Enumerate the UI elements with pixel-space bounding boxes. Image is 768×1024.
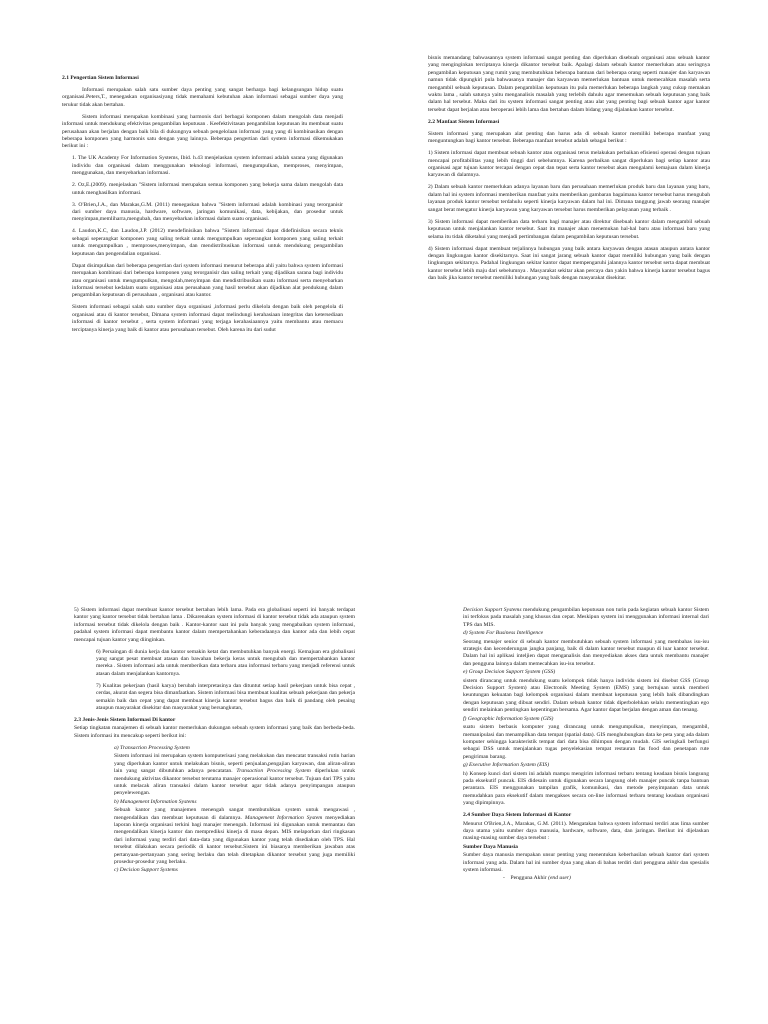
list-item: 3) Sistem informasi dapat memberikan data terbaru bagi manajer atau direktur disebuah kantor dalam mengambil sebuah keputusan untuk menjalankan kantor tersebut. Saat itu manajer akan menemukan hal-hal baru atau informasi baru yang selama itu tidak diketahui yang menjadi pertimbangan dalam pengambilan keputusan tersebut. (428, 218, 710, 240)
paragraph (463, 607, 709, 629)
paragraph-text: Sebuah kantor yang manajemen menengah sangat membutuhkan system untuk mengawasi , mengendalikan dan membuat keputusan di dalamnya. (114, 807, 355, 821)
bullet: - (503, 875, 505, 882)
list-item: 2) Dalam sebuah kantor memerlukan adanya layanan baru dan perusahaan memerlukan produk baru dan layanan yang baru, dalam hal ini system informasi memberikan manfaat yaitu memberikan gambaran bagaimana kantor tersebut harus mengubah layanan produk kantor tersebut terdahulu seperti kinerja karyawan dalam hal ini. Dimana tanggung jawab seorang manajer sangat berat mengatur kinerja karyawan yang karyawan tersebut harus memberikan pelayanan yang terbaik . (428, 184, 710, 213)
paragraph: sistem dirancang untuk mendukung suatu kelompok tidak hanya individu sistem ini disebut GSS (Group Decision Support System) atau Electronik Meeting System (EMS) yang bertujuan untuk memberi keuntungan kekuatan bagi kelompok organisasi dalam membuat keputusan yang lebih baik dibandingkan dengan keputusan yang dibuat sendiri. Dalam sebuah kantor tidak diperbolehkan selalu mementingkan ego sendiri melainkan pentingkan kepentingan bersama. Agar kantor dapat berjalan dengan aman dan tenang. (463, 677, 709, 714)
subheading-bi: d) System For Business Intelligence (463, 630, 544, 637)
term: Decision Support Systems (463, 607, 522, 613)
paragraph: Sistem informasi merupakan kombinasi yang harmonis dari berbagai komponen dalam mengolah data menjadi informasi untuk mendukung efektivitas pengambilan keputusan . Keefektivitasan pengambilan keputusan itu membuat suatu perusahaan akan berjalan dengan baik bila di dukungnya sebuah pengelolaan informasi yang yang di kombinasikan dengan beberapa komponen yang harmonis satu dengan yang lainnya. Beberapa pengertian dari system informasi dikemukakan berikut ini : (62, 113, 343, 150)
list-item: 2. Oz,E.(2009). menjelaskan "Sistem informasi merupakan semua komponen yang bekerja sama dalam mengolah data untuk menghasilkan informasi. (72, 182, 343, 196)
paragraph: Seorang menajer senior di sebuah kantor membutuhkan sebuah system informasi yang membahas isu-isu strategis dan kecenderungan jangka panjang, baik di dalam kantor tersebut maupun di luar kantor tersebut. Dalam hal ini aplikasi inteljien dapat menganalisis dan menyediakan akses data untuk membantu manajer dan pengguna lainnya dalam memecahkan isu-isu tersebut. (463, 638, 709, 667)
paragraph (74, 753, 355, 797)
section-heading-2-3: 2.3 Jenis-Jenis Sistem Informasi Di kantor (74, 717, 176, 724)
subheading-tps: a) Transaction Processing System (114, 744, 190, 751)
list-item: 7) Kualitas pekerjaan (hasil karya) berubah interpretasinya dan dituntut setiap hasil pekerjaan untuk bisa cepat , cerdas, akurat dan segera bisa dimanfaatkan. Sistem informasi bisa membuat kualitas sebuah pekerjaan dan pekerja semakin baik dan cepat yang dapat membuat kinerja kantor tersebut bagus dan baik di pandang oleh pesaing ataupun masyarakat disekitar dan masyarakat yang bersangkutan, (96, 682, 355, 712)
paragraph: Sumber daya manusia merupakan unsur penting yang menentukan keberhasilan sebuah kantor dari system informasi yang ada. Dalam hal ini sumber dyaa yang akan di bahas terdiri dari pengguna akhir dan spesialis system informasi. (463, 852, 709, 873)
paragraph-text: Sistem informasi ini merupakan system komputerisasi yang melakukan dan mencatat transaksi rutin harian yang diperlukan kantor untuk melakukan bisnis, seperti penjualan,pengajian karyawan, dan aliran-aliran lain yang sangat dibutuhkan adanya pencatatan. (114, 753, 355, 775)
list-item: 5) Sistem informasi dapat membuat kantor tersebut bertahan lebih lama. Pada era globalisasi seperti ini banyak terdapat kantor yang kantor tersebut tidak bertahan lama . Dikarenakan system informasi di kantor tersebut tidak ada ataupun system informasi tersebut tidak dikelola dengan baik . Kantor-kantor saat ini pula banyak yang mengabaikan system informasi, padahal system informasi dapat membantu kantor dalam mempertahankan keberadaanya dan kantor ada dan lebih cepat mencapai tujuan kantor yang diinginkan. (74, 607, 355, 643)
paragraph: bisnis memandang bahwasannya system informasi sangat penting dan diperlukan disebuah organisasi atau sebuah kantor yang menginginkan terciptanya kinerja dikantor tersebut baik. Apalagi dalam sebuah kantor memerlukan atau seringnya pengambilan keputusan yang rumit yang membutuhkan beberapa bantuan dari beberapa orang seperti manajer dan karyawan namun tidak dipungkiri pula bahwasanya manajer dan karyawan memerlukan bantuan untuk memecahkan masalah serta mengambil sebuah keputusan. Dalam pengambilan keputusan itu pula memerlukan beberapa langkah yang cukup memakan waktu lama , salah satunya yaitu menganalisis masalah yang terlebih dahulu agar menemukan sebuah keputusan yang baik dalam hal tersebut. Maka dari itu system informasi sangat penting atau alat yang penting bagi sebuah kantor agar kantor tersebut dapat berjalan atau beroperasi lebih lama dan bertahan dalam bidang yang dijalankan kantor tersebut. (428, 55, 710, 113)
document-page-2 (0, 512, 768, 1024)
subheading-sdm: Sumber Daya Manusia (463, 843, 518, 850)
page2-left-column (74, 607, 355, 879)
list-item: 1) Sistem informasi dapat membuat sebuah kantor atau organisasi terus melakukan perbaikan efisiensi operasi dengan tujuan mencapai profitabilitas yang lebih tinggi dari sebelumnya. Karena perbaikan sangat diperlukan bagi setiap kantor atau organisasi agar tujuan kantor tercapai dengan cepat dan tepat serta kantor tersebut akan mengalami kemajuan dalam kinerja karyawan di dalamnya. (428, 150, 710, 179)
page1-right-column (428, 55, 710, 287)
paragraph: Sistem informasi sebagai salah satu sumber daya organisasi ,informasi perlu dikelola dengan baik oleh pengelola di organisasi atau di kantor tersebut, Dimana system informasi dapat melindungi kerahasiaan integritas dan ketersediaan informasi di kantor tersebut , serta system informasi yang terjaga kerahasiaannya yaitu membantu atau memacu terciptanya kinerja yang baik di kantor atau perusahaan tersebut. Oleh karena itu dari sudut (72, 304, 343, 333)
paragraph: Menurut O'Brien,J.A., Marakas, G.M. (2011). Mengatakan bahwa system informasi terdiri atas lima sumber daya utama yaitu sumber daya manusia, hardware, software, data, dan jaringan. Berikut ini dijelaskan masing-masing sumber daya tersebut : (463, 820, 709, 842)
paragraph: suatu sistem berbasis komputer yang dirancang untuk mengumpulkan, menyimpan, mengambil, memanipulasi dan menampilkan data tempat (spatial data). GIS menghubungkan data ke peta yang ada dalam komputer sehingga karakteristik tempat dari data bisa dihimpun dengan mudah. GIS seringkali berfungsi sebagai DSS untuk menjalankan tugas penyelekasian tempat restauran fas food dan penetapan rute pengiriman barang. (463, 724, 709, 760)
subheading-dss: c) Decision Support Systems (114, 867, 178, 874)
section-heading-2-2: 2.2 Manfaat Sistem Informasi (428, 118, 500, 125)
paragraph: Informasi merupakan salah satu sumber daya penting yang sangat berharga bagi kelangsungan hidup suatu organisasi.Peters,T., menegaskan organisasiyang tidak memahami kebutuhan akan informasi sebagai sumber daya yang terukur tidak akan bertahan. (62, 87, 343, 108)
page2-right-column (463, 607, 709, 887)
term: Transaction Processing System (236, 768, 311, 775)
list-item: 1. The UK Academy For Information Systems, Ibid. h.43 menjelaskan system informasi adalah sarana yang digunakan individu dan organisasi dalam menggunakan teknologi informasi, mengumpulkan, memproses, menyimpan, menggunakan, dan menyebarkan informasi. (72, 155, 343, 177)
subheading-gss: e) Group Decision Support System (GSS) (463, 669, 556, 676)
paragraph-text: menyediakan laporan kinerja organisasi terkini bagi manajer menengah. Informasi ini digunakan untuk memantau dan mengendalikan kinerja kantor dan memprediksi kinerja di masa depan. MIS melaporkan dari ringkasan dari informasi yang terdiri dari data-data yang digunakan kantor yang telah disediakan oleh TPS. Hal tersebut dilakukan secara periodik di kantor tersebut.Sistem ini biasanya memberikan jawaban atas pertanyaan-pertanyaan yang sering berlaku dan telah ditetapkan dikantor tersebut yang juga memiliki prosedur-prosedur yang berlaku. (114, 814, 356, 865)
list-item (463, 875, 709, 882)
subheading-gis: f) Geographic Information System (GIS) (463, 715, 554, 722)
paragraph-text: diperlukan untuk mendukung aktivitas dikantor tersebut terutama manajer operasional kantor tersebut. Tujuan dari TPS yaitu untuk melacak aliran transaksi dalam kantor tersebut agar tidak adanya penyimpangan ataupun penyelewengan. (114, 768, 356, 797)
list-item: 4) Sistem informasi dapat membuat terjalinnya hubungan yang baik antara karyawan dengan atasan ataupun antara kantor dengan lingkungan kantor disekitarnya. Saat ini sangat jarang sebuah kantor dapat memiliki hubungan yang baik dengan lingkungan sekitarnya. Padahal lingkungan sekitar kantor dapat mempengaruhi jalannya kantor tersebut serta dapat membuat kantor tersebut lebih maju dari sebelumnya . Masyarakat sekitar akan percaya dan yakin bahwa kinerja kantor tersebut bagus dan baik jika kantor tersebut memiliki hubungan yang baik dengan masyarakat disekitar. (428, 245, 710, 282)
section-heading-2-1: 2.1 Pengertian Sistem Informasi (62, 75, 139, 81)
paragraph: Sistem informasi yang merupakan alat penting dan harus ada di sebuah kantor memiliki beberapa manfaat yang menguntungkan bagi kantor tersebut. Beberapa manfaat tersebut adalah sebagai berikut : (428, 130, 710, 145)
list-item: 6) Persaingan di dunia kerja dan kantor semakin ketat dan membutuhkan banyak energi. Kemajuan era globalisasi yang sangat pesat membuat atasan dan bawahan bekerja keras untuk mengubah dan mempertahankan kantor mereka . Sistem informasi ada untuk memberikan data terbaru atau informasi terbaru yang menjadi referensi untuk atasan dalam menjalankan kantornya. (96, 648, 355, 677)
term: Management Information System (244, 814, 323, 821)
subheading-eis: g) Executive Information System (EIS) (463, 762, 550, 769)
term: (end user) (548, 875, 571, 882)
paragraph: h) Konsep kunci dari sistem ini adalah mampu mengirim informasi terbaru tentang keadaan bisnis langsung pada eksekutif puncak. EIS didesain untuk digunakan secara langsung oleh manajer puncak tanpa bantuan perantara. EIS menggunakan tampilan grafik, komunikasi, dan metode penyimpanan data untuk memudahkan para eksekutif dalam mengakses secara on-line informasi terbaru tentang keadaan organisasi yang dipimpinnya. (463, 770, 709, 807)
paragraph: Setiap tingkatan manajemen di sebuah kantor memerlukan dukungan sebuah system informasi yang baik dan berbeda-beda. Sistem informasi itu mencakup seperti berikut ini: (74, 725, 355, 739)
paragraph (74, 807, 355, 866)
subheading-mis: b) Management Information Systems (114, 798, 197, 805)
paragraph: Dapat disimpulkan dari beberapa pengertian dari system informasi menurut beberapa ahli yaitu bahwa system informasi merupakan kombinasi dari beberapa komponen yang terorganisir dan saling terkait yang dijadikan sarana bagi individu atau organisasi untuk mengumpulkan, mengolah,menyimpan dan mendistribusikan suatu informasi serta menyebarkan informasi tersebut kedalam suatu organisasi atau perusahaan yang hasil tersebut akan dijadikan alat pendukung dalam pengambilan keputusan di perusahaan , organisasi atau kantor. (72, 262, 343, 299)
list-item: 3. O'Brien,J.A., dan Marakas,G.M. (2011) menegaskan bahwa "Sistem informasi adalah kombinasi yang terorganisir dari sumber daya manusia, hardware, software, jaringan komunikasi, data, kebijakan, dan prosedur untuk menyimpan,memliharra,mengubah, dan menyebarkan informasi dalam suatu organisasi. (72, 201, 343, 223)
list-item-label: Pengguna Akhir (510, 875, 547, 882)
section-heading-2-4: 2.4 Sumber Daya Sistem Informasi di Kantor (463, 812, 572, 819)
list-item: 4. Laudon,K.C, dan Laudon,J.P. (2012) mendefinisikan bahwa "Sistem informasi dapat didefinisikan secara teknis sebagai seperangkat komponen yang saling terkait untuk mengumpulkan seperangkat komponen yang saling terkait untuk mengumpulkan , memproses,menyimpan, dan mendistribusikan informasi untuk mendukung pengambilan keputusan dan pengendalian organisasi. (72, 228, 343, 257)
paragraph-text: mendukung pengambilan keputusan non turin pada kegiatan sebuah kantor Sistem ini terfokus pada masalah yang khusus dan cepat. Meskipun system ini menggunakan informasi internal dari TPS dan MIS. (463, 607, 710, 628)
page1-left-column (62, 75, 343, 339)
